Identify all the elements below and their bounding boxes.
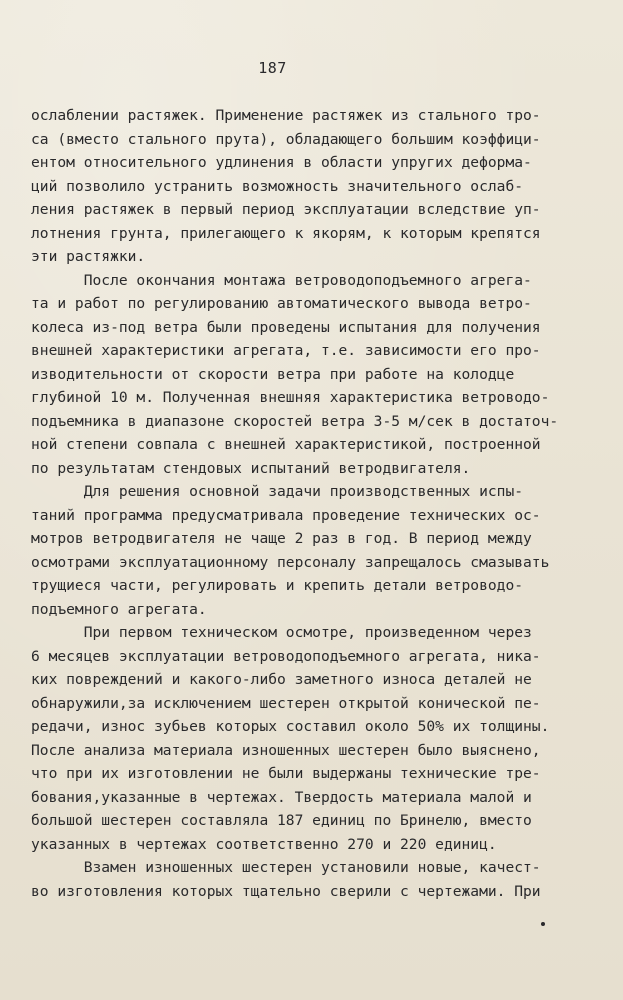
text-line: подъемного агрегата.: [31, 600, 207, 618]
text-line: ентом относительного удлинения в области упругих деформа-: [31, 154, 532, 171]
text-line: указанных в чертежах соответственно 270 и 220 единиц.: [31, 835, 497, 853]
text-line: ослаблении растяжек. Применение растяжек из стального тро-: [31, 107, 541, 124]
text-line: 6 месяцев эксплуатации ветроводоподъемного агрегата, ника-: [31, 647, 541, 665]
ink-dot: [541, 922, 545, 926]
text-line: осмотрами эксплуатационному персоналу запрещалось смазывать: [31, 553, 550, 571]
text-line: большой шестерен составляла 187 единиц по Бринелю, вместо: [31, 812, 532, 829]
text-line: подъемника в диапазоне скоростей ветра 3-5 м/сек в достаточ-: [31, 412, 559, 430]
text-line: Взамен изношенных шестерен установили новые, качест-: [31, 859, 541, 876]
text-line: ной степени совпала с внешней характеристикой, построенной: [31, 436, 541, 453]
text-line: После анализа материала изношенных шестерен было выяснено,: [31, 741, 541, 759]
text-line: во изготовления которых тщательно сверили с чертежами. При: [31, 882, 541, 900]
text-line: При первом техническом осмотре, произведенном через: [31, 624, 532, 641]
text-line: трущиеся части, регулировать и крепить детали ветроводо-: [31, 577, 524, 594]
text-line: эти растяжки.: [31, 248, 146, 265]
text-line: ления растяжек в первый период эксплуатации вследствие уп-: [31, 201, 541, 218]
text-line: ций позволило устранить возможность значительного ослаб-: [31, 177, 524, 195]
text-line: мотров ветродвигателя не чаще 2 раз в год. В период между: [31, 530, 532, 547]
text-line: колеса из-под ветра были проведены испытания для получения: [31, 318, 541, 336]
body-text: [31, 104, 559, 903]
text-line: та и работ по регулированию автоматического вывода ветро-: [31, 295, 532, 312]
text-line: что при их изготовлении не были выдержаны технические тре-: [31, 765, 541, 782]
page-number: 187: [258, 59, 287, 77]
text-line: глубиной 10 м. Полученная внешняя характеристика ветроводо-: [31, 389, 550, 406]
text-line: редачи, износ зубьев которых составил около 50% их толщины.: [31, 718, 550, 735]
text-line: лотнения грунта, прилегающего к якорям, к которым крепятся: [31, 224, 541, 242]
text-line: изводительности от скорости ветра при работе на колодце: [31, 365, 515, 383]
text-line: После окончания монтажа ветроводоподъемного агрега-: [31, 271, 532, 289]
text-line: са (вместо стального прута), обладающего большим коэффици-: [31, 130, 541, 148]
text-line: таний программа предусматривала проведение технических ос-: [31, 506, 541, 524]
text-line: по результатам стендовых испытаний ветродвигателя.: [31, 459, 471, 477]
text-line: внешней характеристики агрегата, т.е. зависимости его про-: [31, 342, 541, 359]
text-line: обнаружили,за исключением шестерен открытой конической пе-: [31, 694, 541, 712]
text-line: бования,указанные в чертежах. Твердость материала малой и: [31, 788, 532, 806]
text-line: Для решения основной задачи производственных испы-: [31, 483, 524, 500]
text-line: ких повреждений и какого-либо заметного износа деталей не: [31, 671, 532, 688]
